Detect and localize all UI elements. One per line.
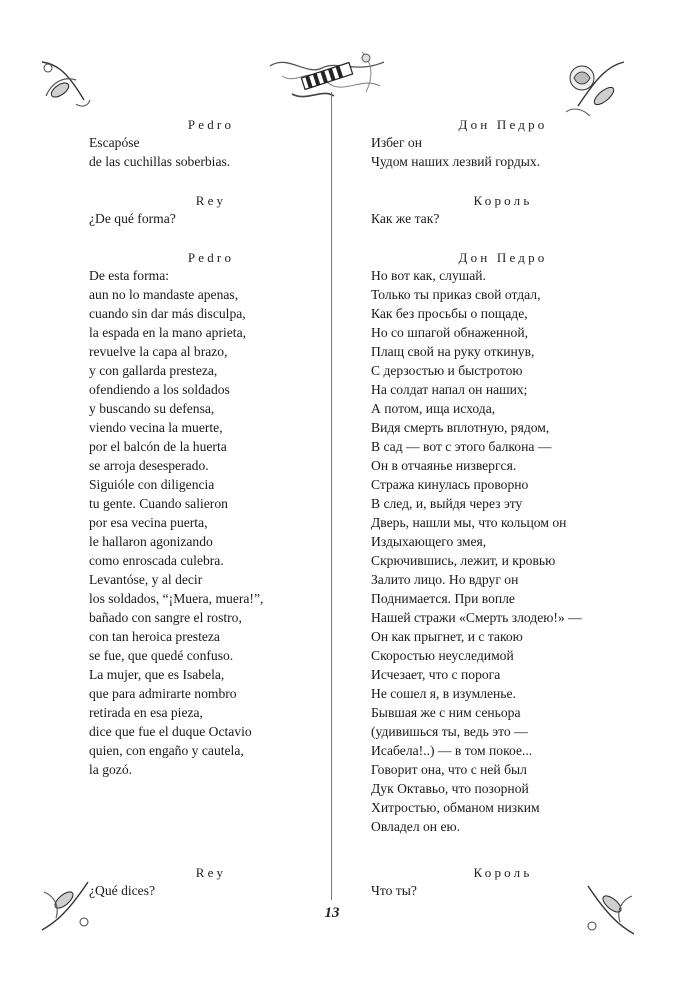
verse-line: Плащ свой на руку откинув, xyxy=(371,344,535,359)
verse-line: la espada en la mano aprieta, xyxy=(89,325,247,340)
verse-line: la gozó. xyxy=(89,762,133,777)
verse-line: Исчезает, что с порога xyxy=(371,667,501,682)
verse-line: se fue, que quedé confuso. xyxy=(89,648,234,663)
verse-line: (удивишься ты, ведь это — xyxy=(371,724,528,739)
speaker-name: Дон Педро xyxy=(458,250,548,265)
verse-line: Избег он xyxy=(371,135,423,150)
verse-line: Хитростью, обманом низким xyxy=(371,800,540,815)
verse-line: que para admirarte nombro xyxy=(89,686,237,701)
verse-line: Только ты приказ свой отдал, xyxy=(371,287,541,302)
verse-line: ¿De qué forma? xyxy=(89,211,176,226)
corner-ornament-top-left xyxy=(36,56,96,116)
verse-line: Он как прыгнет, и с такою xyxy=(371,629,523,644)
verse-line: ofendiendo a los soldados xyxy=(89,382,230,397)
verse-line: de las cuchillas soberbias. xyxy=(89,154,231,169)
verse-line: Как же так? xyxy=(371,211,440,226)
verse-line: А потом, ища исхода, xyxy=(371,401,496,416)
verse-line: Но вот как, слушай. xyxy=(371,268,486,283)
speaker-name: Pedro xyxy=(187,117,235,132)
speaker-name: Pedro xyxy=(187,250,235,265)
verse-line: La mujer, que es Isabela, xyxy=(89,667,225,682)
verse-line: Скоростью неуследимой xyxy=(371,648,514,663)
verse-line: На солдат напал он наших; xyxy=(371,382,528,397)
verse-line: Видя смерть вплотную, рядом, xyxy=(371,420,550,435)
verse-line: viendo vecina la muerte, xyxy=(89,420,223,435)
verse-line: Залито лицо. Но вдруг он xyxy=(371,572,519,587)
column-divider xyxy=(331,92,332,900)
verse-line: Как без просьбы о пощаде, xyxy=(371,306,528,321)
verse-line: Нашей стражи «Смерть злодею!» — xyxy=(371,610,582,625)
verse-line: por el balcón de la huerta xyxy=(89,439,227,454)
verse-line: ¿Qué dices? xyxy=(89,883,156,898)
verse-line: retirada en esa pieza, xyxy=(89,705,203,720)
verse-line: por esa vecina puerta, xyxy=(89,515,208,530)
verse-line: Escapóse xyxy=(89,135,140,150)
verse-line: aun no lo mandaste apenas, xyxy=(89,287,239,302)
speaker-name: Король xyxy=(473,193,533,208)
verse-line: Siguióle con diligencia xyxy=(89,477,215,492)
verse-line: Скрючившись, лежит, и кровью xyxy=(371,553,556,568)
verse-line: Дук Октавьо, что позорной xyxy=(371,781,529,796)
verse-line: como enroscada culebra. xyxy=(89,553,224,568)
speaker-name: Rey xyxy=(195,193,227,208)
verse-line: С дерзостью и быстротою xyxy=(371,363,523,378)
verse-line: Исабела!..) — в том покое... xyxy=(371,743,533,758)
verse-line: y buscando su defensa, xyxy=(89,401,215,416)
verse-line: Что ты? xyxy=(371,883,417,898)
verse-line: y con gallarda presteza, xyxy=(89,363,218,378)
verse-line: Чудом наших лезвий гордых. xyxy=(371,154,541,169)
verse-line: con tan heroica presteza xyxy=(89,629,220,644)
corner-ornament-top-right xyxy=(560,56,630,120)
verse-line: Дверь, нашли мы, что кольцом он xyxy=(371,515,567,530)
verse-line: dice que fue el duque Octavio xyxy=(89,724,252,739)
verse-line: se arroja desesperado. xyxy=(89,458,209,473)
verse-line: De esta forma: xyxy=(89,268,170,283)
verse-line: Бывшая же с ним сеньора xyxy=(371,705,521,720)
verse-line: Овладел он ею. xyxy=(371,819,461,834)
speaker-name: Дон Педро xyxy=(458,117,548,132)
speaker-name: Король xyxy=(473,865,533,880)
verse-line: los soldados, “¡Muera, muera!”, xyxy=(89,591,264,606)
verse-line: Стража кинулась проворно xyxy=(371,477,529,492)
verse-line: Издыхающего змея, xyxy=(371,534,487,549)
verse-line: cuando sin dar más disculpa, xyxy=(89,306,246,321)
verse-line: Но со шпагой обнаженной, xyxy=(371,325,529,340)
speaker-name: Rey xyxy=(195,865,227,880)
verse-line: В след, и, выйдя через эту xyxy=(371,496,523,511)
verse-line: Он в отчаянье низвергся. xyxy=(371,458,517,473)
verse-line: revuelve la capa al brazo, xyxy=(89,344,228,359)
corner-ornament-bottom-right xyxy=(576,876,640,940)
verse-line: Не сошел я, в изумленье. xyxy=(371,686,516,701)
verse-line: le hallaron agonizando xyxy=(89,534,213,549)
verse-line: Поднимается. При вопле xyxy=(371,591,515,606)
verse-line: В сад — вот с этого балкона — xyxy=(371,439,552,454)
page-number: 13 xyxy=(324,905,340,921)
verse-line: quien, con engaño y cautela, xyxy=(89,743,244,758)
verse-line: bañado con sangre el rostro, xyxy=(89,610,242,625)
verse-line: tu gente. Cuando salieron xyxy=(89,496,228,511)
verse-line: Levantóse, y al decir xyxy=(89,572,203,587)
verse-line: Говорит она, что с ней был xyxy=(371,762,527,777)
top-center-ornament xyxy=(262,46,392,106)
